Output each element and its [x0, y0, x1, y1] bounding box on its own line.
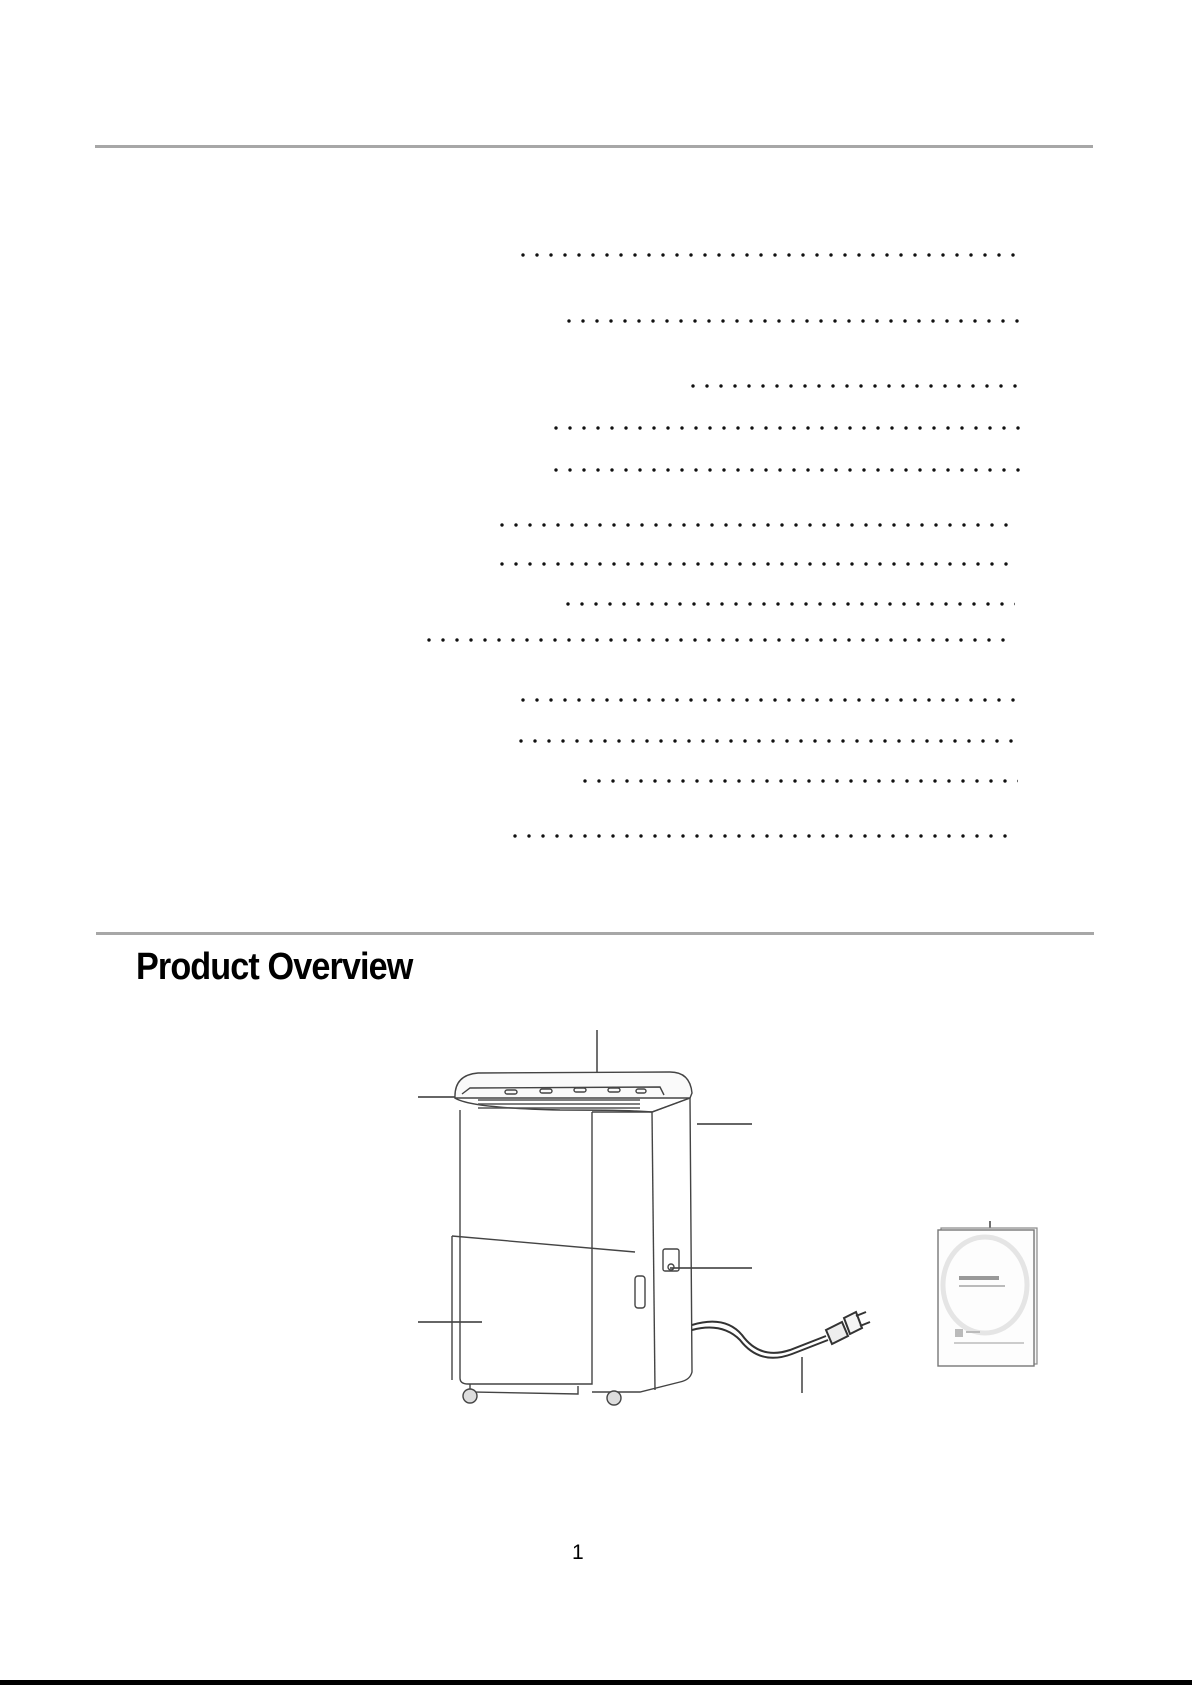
toc-leader: [561, 601, 1015, 607]
section-title: Product Overview: [136, 946, 413, 988]
toc-leader: [495, 522, 1015, 528]
top-divider: [95, 145, 1093, 148]
toc-leader: [516, 252, 1020, 258]
toc-leader: [422, 637, 1010, 643]
toc-leader: [578, 778, 1018, 784]
bottom-edge-bar: [0, 1680, 1192, 1685]
toc-leader: [562, 318, 1020, 324]
page-number: 1: [572, 1541, 584, 1564]
power-cord: [692, 1312, 870, 1358]
toc-leader: [549, 467, 1020, 473]
caster-wheel: [607, 1391, 621, 1405]
toc-leader: [508, 833, 1012, 839]
toc-leader: [514, 738, 1018, 744]
toc-leader: [686, 383, 1020, 389]
toc-leader: [549, 425, 1020, 431]
toc-leader: [516, 697, 1020, 703]
user-manual-icon: [938, 1228, 1037, 1366]
toc-leader: [495, 561, 1015, 567]
caster-wheel: [463, 1389, 477, 1403]
tank-handle: [635, 1276, 645, 1308]
section-divider: [96, 932, 1094, 935]
dehumidifier-unit: [452, 1072, 692, 1405]
product-illustration: [0, 1000, 1192, 1440]
